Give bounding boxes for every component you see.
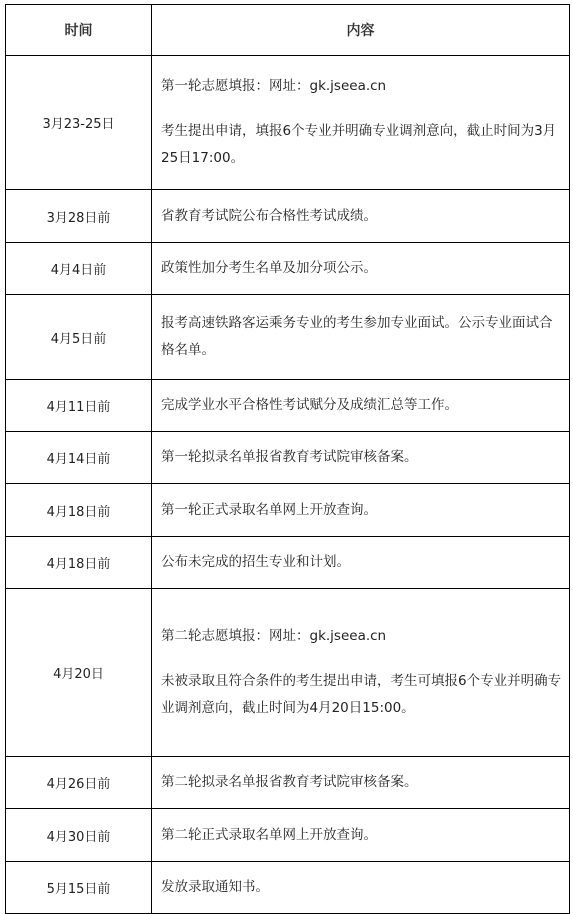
row-content-line: 第一轮志愿填报：网址：gk.jseea.cn (161, 78, 387, 94)
row-content (152, 432, 570, 484)
table-row (6, 190, 570, 243)
row-content (152, 295, 570, 380)
row-time: 4月30日前 (6, 809, 152, 862)
row-content-line: 第一轮拟录名单报省教育考试院审核备案。 (161, 449, 418, 465)
table-row (6, 589, 570, 757)
table-row (6, 537, 570, 589)
row-content-line: 未被录取且符合条件的考生提出申请，考生可填报6个专业并明确专业调剂意向，截止时间为4月20日15:00。 (161, 673, 562, 716)
table-row (6, 809, 570, 862)
row-content (152, 243, 570, 295)
row-content-line: 完成学业水平合格性考试赋分及成绩汇总等工作。 (161, 397, 458, 413)
row-content (152, 589, 570, 757)
table-row (6, 243, 570, 295)
row-content-line: 考生提出申请，填报6个专业并明确专业调剂意向，截止时间为3月25日17:00。 (161, 123, 557, 166)
row-content-line: 政策性加分考生名单及加分项公示。 (161, 260, 377, 276)
row-content (152, 757, 570, 809)
table-row (6, 380, 570, 432)
table-row (6, 56, 570, 190)
schedule-table (5, 4, 570, 914)
row-time: 4月18日前 (6, 484, 152, 537)
row-content-line: 第一轮正式录取名单网上开放查询。 (161, 501, 377, 518)
header-time: 时间 (6, 5, 152, 56)
row-content-line: 第二轮正式录取名单网上开放查询。 (161, 826, 377, 843)
row-content-line: 省教育考试院公布合格性考试成绩。 (161, 207, 377, 224)
row-time: 3月28日前 (6, 190, 152, 243)
table-row (6, 757, 570, 809)
row-content-line: 发放录取通知书。 (161, 879, 269, 895)
row-time: 4月4日前 (6, 243, 152, 295)
row-time: 4月14日前 (6, 432, 152, 484)
row-content (152, 809, 570, 862)
header-content: 内容 (152, 5, 570, 56)
table-row (6, 484, 570, 537)
row-time: 4月5日前 (6, 295, 152, 380)
table-row (6, 295, 570, 380)
row-time: 4月26日前 (6, 757, 152, 809)
row-content-line: 第二轮拟录名单报省教育考试院审核备案。 (161, 774, 418, 790)
row-content-line: 公布未完成的招生专业和计划。 (161, 554, 350, 570)
row-time: 4月18日前 (6, 537, 152, 589)
row-content (152, 484, 570, 537)
row-content (152, 862, 570, 914)
row-time: 4月20日 (6, 589, 152, 757)
row-time: 4月11日前 (6, 380, 152, 432)
table-header-row (6, 5, 570, 56)
row-content (152, 380, 570, 432)
row-content-line: 报考高速铁路客运乘务专业的考生参加专业面试。公示专业面试合格名单。 (161, 315, 553, 358)
row-time: 5月15日前 (6, 862, 152, 914)
row-content (152, 56, 570, 190)
table-row (6, 862, 570, 914)
table-row (6, 432, 570, 484)
row-content (152, 537, 570, 589)
row-time: 3月23-25日 (6, 56, 152, 190)
row-content-line: 第二轮志愿填报：网址：gk.jseea.cn (161, 628, 387, 644)
row-content (152, 190, 570, 243)
